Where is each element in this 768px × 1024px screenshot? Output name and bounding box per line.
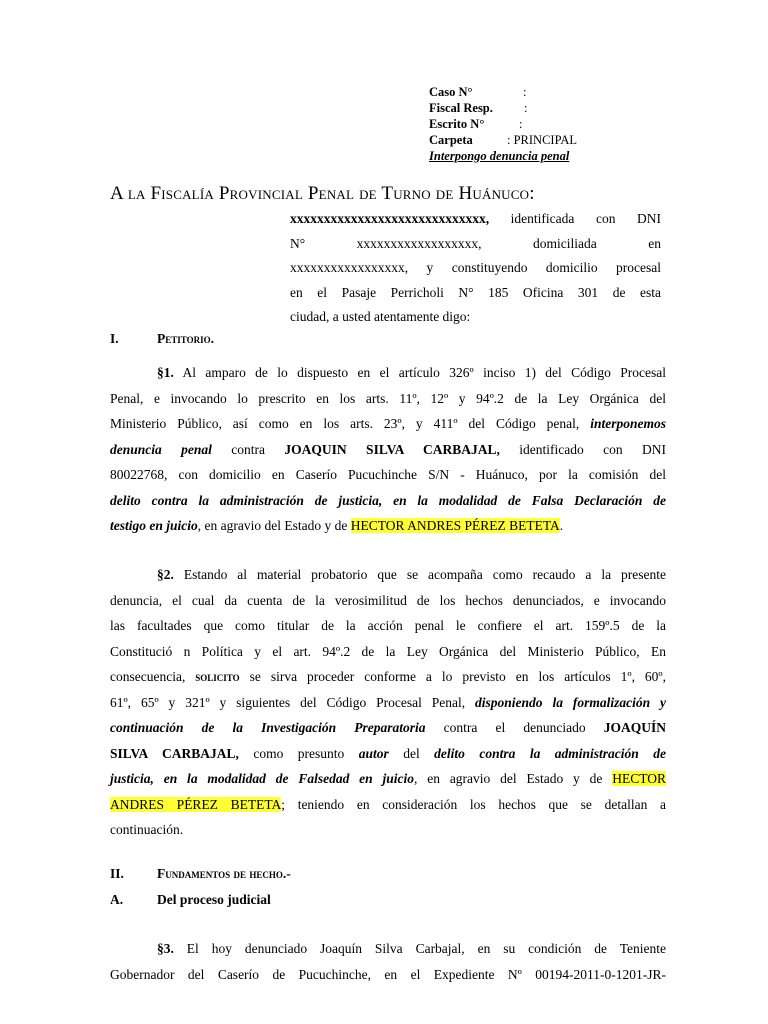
paragraph-line: 80022768, con domicilio en Caserío Pucuchinche S/N - Huánuco, por la comisión del [110, 467, 666, 482]
paragraph-text: Ministerio Público, así como en los arts. 23º, y 411º del Código penal, [110, 416, 591, 431]
paragraph-line [110, 715, 666, 741]
addressee: A la Fiscalía Provincial Penal de Turno de Huánuco: [110, 183, 535, 204]
carpeta-value: : PRINCIPAL [507, 133, 578, 147]
emphasis-text: justicia, en la modalidad de Falsedad en juicio [110, 771, 415, 786]
emphasis-text: denuncia penal [110, 441, 212, 457]
paragraph-text: Al amparo de lo dispuesto en el artículo 326º inciso 1) del Código Procesal [173, 365, 666, 380]
section-number: A. [110, 892, 124, 907]
paragraph-text: . [559, 518, 564, 533]
paragraph-mark: §1. [157, 365, 174, 380]
intro-line: ciudad, a usted atentamente digo: [290, 309, 471, 324]
fiscal-value: : [524, 101, 528, 115]
highlighted-victim-name: HECTOR ANDRES PÉREZ BETETA [350, 518, 560, 533]
defendant-name: JOAQUIN SILVA CARBAJAL, [284, 441, 500, 457]
highlighted-victim-name: HECTOR [612, 771, 666, 786]
caso-label: Caso N° [429, 85, 473, 99]
paragraph-text: consecuencia, [110, 669, 196, 684]
escrito-label: Escrito N° [429, 117, 485, 131]
paragraph-line: Constitució n Política y el art. 94º.2 de la Ley Orgánica del Ministerio Público, En [110, 643, 666, 659]
paragraph-line [110, 437, 666, 463]
paragraph-line: delito contra la administración de justicia, en la modalidad de Falsa Declaración de [110, 492, 666, 508]
intro-line: xxxxxxxxxxxxxxxxx, y constituyendo domicilio procesal [290, 260, 661, 275]
paragraph-text: El hoy denunciado Joaquín Silva Carbajal, en su condición de Teniente [173, 941, 666, 956]
paragraph-text: , en agravio del Estado y de [414, 771, 613, 786]
intro-line: N° xxxxxxxxxxxxxxxxxx, domiciliada en [290, 235, 661, 251]
paragraph-text: se sirva proceder conforme a lo previsto en los artículos 1º, 60º, [239, 669, 666, 684]
paragraph-line [110, 936, 666, 962]
intro-text: identificada con DNI [489, 211, 661, 226]
paragraph-line [110, 360, 666, 386]
paragraph-line: Penal, e invocando lo prescrito en los arts. 11º, 12º y 94º.2 de la Ley Orgánica del [110, 390, 666, 406]
complainant-name: xxxxxxxxxxxxxxxxxxxxxxxxxxxxx, [290, 211, 490, 226]
paragraph-2 [110, 562, 666, 843]
case-header [429, 84, 577, 164]
emphasis-text: disponiendo la formalización y [475, 694, 666, 710]
paragraph-3 [110, 936, 666, 987]
section-number: I. [110, 331, 119, 346]
paragraph-line [110, 664, 666, 690]
paragraph-line: Gobernador del Caserío de Pucuchinche, en el Expediente Nº 00194-2011-0-1201-JR- [110, 966, 666, 982]
intro-line: en el Pasaje Perricholi N° 185 Oficina 301 de esta [290, 284, 661, 300]
escrito-value: : [519, 117, 523, 131]
paragraph-text: identificado con [499, 441, 643, 457]
section-heading-fundamentos [110, 866, 291, 882]
paragraph-mark: §3. [157, 941, 174, 956]
emphasis-text: continuación de la Investigación Preparatoria [110, 720, 426, 735]
paragraph-line [110, 741, 666, 767]
paragraph-text: del [388, 745, 435, 761]
paragraph-text: Estando al material probatorio que se acompaña como recaudo a la presente [173, 567, 666, 582]
intro-paragraph [290, 207, 661, 330]
paragraph-line [110, 766, 666, 792]
paragraph-line: denuncia, el cual da cuenta de la verosimilitud de los hechos denunciados, e invocando [110, 592, 666, 608]
section-number: II. [110, 866, 124, 881]
section-title: Petitorio. [157, 331, 214, 346]
header-escrito [429, 116, 577, 132]
intro-line [290, 207, 661, 232]
emphasis-text: interponemos [590, 416, 666, 431]
paragraph-mark: §2. [157, 567, 174, 582]
paragraph-line [110, 411, 666, 437]
header-fiscal [429, 100, 577, 116]
caso-value: : [523, 85, 527, 99]
subsection-heading-proceso [110, 892, 271, 908]
carpeta-label: Carpeta [429, 133, 473, 147]
paragraph-text: ; teniendo en consideración los hechos que se detallan a [281, 796, 666, 812]
fiscal-label: Fiscal Resp. [429, 101, 493, 115]
defendant-name: JOAQUÍN [603, 720, 667, 735]
emphasis-text: autor [358, 745, 389, 761]
defendant-name: SILVA CARBAJAL, [110, 745, 239, 761]
paragraph-line [110, 792, 666, 818]
header-caso [429, 84, 577, 100]
header-title-row [429, 148, 577, 164]
paragraph-text: como presunto [238, 745, 359, 761]
paragraph-text: 61º, 65º y 321º y siguientes del Código Procesal Penal, [110, 694, 476, 710]
header-carpeta [429, 132, 577, 148]
paragraph-text: DNI [642, 441, 667, 457]
paragraph-text: , en agravio del Estado y de [197, 518, 351, 533]
emphasis-text: solicito [195, 669, 240, 684]
section-title: Fundamentos de hecho.- [157, 866, 291, 881]
paragraph-text: contra el denunciado [425, 720, 604, 735]
paragraph-1 [110, 360, 666, 539]
paragraph-line: continuación. [110, 822, 184, 837]
paragraph-line [110, 690, 666, 716]
emphasis-text: testigo en juicio [110, 518, 198, 533]
highlighted-victim-name: ANDRES PÉREZ BETETA [110, 796, 282, 812]
paragraph-text: contra [211, 441, 285, 457]
paragraph-line: las facultades que como titular de la acción penal le confiere el art. 159º.5 de la [110, 618, 666, 633]
section-title: Del proceso judicial [157, 892, 271, 907]
document-title: Interpongo denuncia penal [429, 149, 570, 163]
paragraph-line [110, 513, 666, 539]
paragraph-line [110, 562, 666, 588]
emphasis-text: delito contra la administración de [434, 745, 667, 761]
section-heading-petitorio [110, 331, 214, 347]
